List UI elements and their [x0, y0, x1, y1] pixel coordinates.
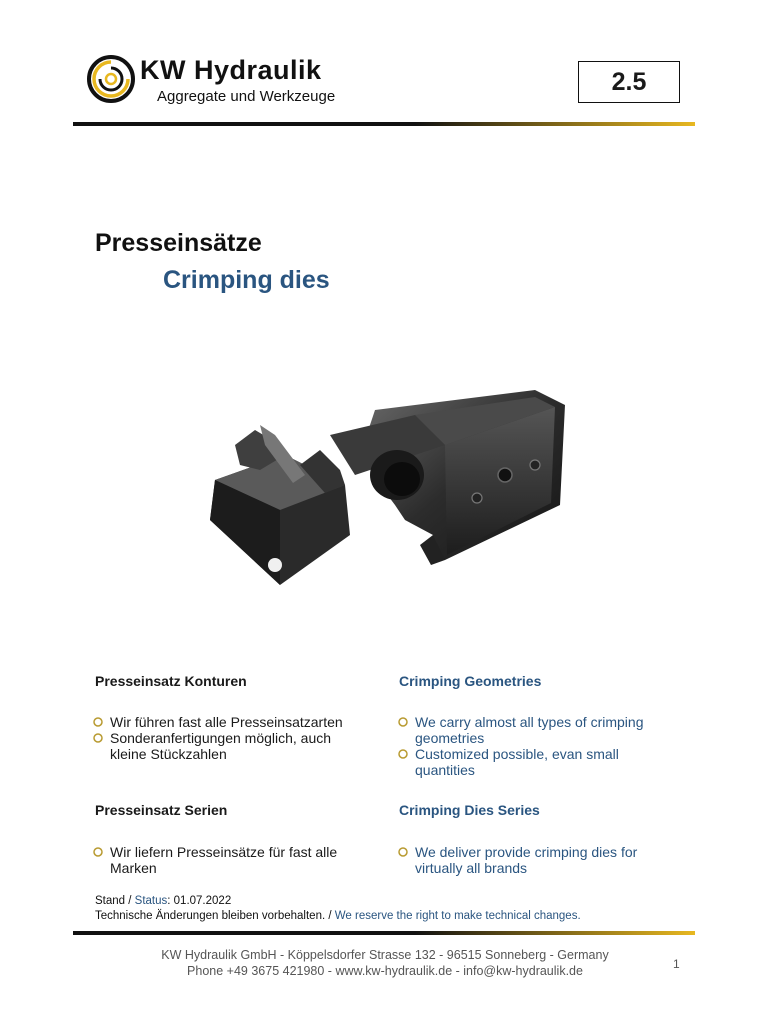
list-item [397, 714, 687, 730]
heading-presseinsatz-konturen: Presseinsatz Konturen [95, 673, 247, 689]
footer-contact: Phone +49 3675 421980 - www.kw-hydraulik.de - info@kw-hydraulik.de [187, 964, 583, 978]
disclaimer-en: We reserve the right to make technical changes. [334, 910, 581, 922]
bullet-icon [93, 847, 103, 857]
list-item-text: geometries [415, 730, 485, 746]
page-number: 1 [673, 957, 680, 971]
title-german: Presseinsätze [95, 229, 262, 257]
list-item [92, 730, 382, 746]
disclaimer-line [95, 909, 581, 924]
header-divider [73, 122, 695, 126]
status-date: : 01.07.2022 [167, 895, 232, 907]
heading-presseinsatz-serien: Presseinsatz Serien [95, 802, 228, 818]
list-konturen [92, 714, 382, 762]
list-item-text: We deliver provide crimping dies for [415, 844, 638, 860]
disclaimer-de: Technische Änderungen bleiben vorbehalten. / [95, 910, 332, 922]
list-item-continuation [397, 730, 687, 746]
list-item-continuation [397, 860, 687, 876]
bullet-icon [93, 733, 103, 743]
section-number: 2.5 [578, 61, 680, 103]
list-item-text: Customized possible, evan small [415, 746, 619, 762]
list-item-continuation [397, 762, 687, 778]
title-english: Crimping dies [163, 266, 330, 294]
list-item-text: Wir liefern Presseinsätze für fast alle [110, 844, 338, 860]
heading-crimping-geometries: Crimping Geometries [399, 673, 542, 689]
list-item [92, 714, 382, 730]
list-item-text: Marken [110, 860, 157, 876]
bullet-icon [93, 717, 103, 727]
list-geometries [397, 714, 687, 778]
status-line [95, 894, 231, 909]
list-item-continuation [92, 746, 382, 762]
list-serien [92, 844, 382, 876]
bullet-icon [398, 847, 408, 857]
list-item-continuation [92, 860, 382, 876]
list-item-text: kleine Stückzahlen [110, 746, 227, 762]
brand-name: KW Hydraulik [140, 55, 322, 85]
heading-crimping-dies-series: Crimping Dies Series [399, 802, 540, 818]
list-item-text: Sonderanfertigungen möglich, auch [110, 730, 332, 746]
list-series [397, 844, 687, 876]
footer-divider [73, 931, 695, 935]
brand-tagline: Aggregate und Werkzeuge [157, 88, 336, 105]
list-item [397, 746, 687, 762]
list-item [397, 844, 687, 860]
status-label-en: Status [134, 895, 168, 907]
crimping-dies-photo [205, 385, 575, 600]
list-item-text: Wir führen fast alle Presseinsatzarten [110, 714, 343, 730]
list-item-text: quantities [415, 762, 475, 778]
status-label-de: Stand / [95, 895, 132, 907]
company-logo-icon [86, 54, 136, 104]
footer-address: KW Hydraulik GmbH - Köppelsdorfer Strasse 132 - 96515 Sonneberg - Germany [161, 948, 609, 962]
list-item-text: virtually all brands [415, 860, 528, 876]
list-item [92, 844, 382, 860]
list-item-text: We carry almost all types of crimping [415, 714, 644, 730]
bullet-icon [398, 717, 408, 727]
bullet-icon [398, 749, 408, 759]
